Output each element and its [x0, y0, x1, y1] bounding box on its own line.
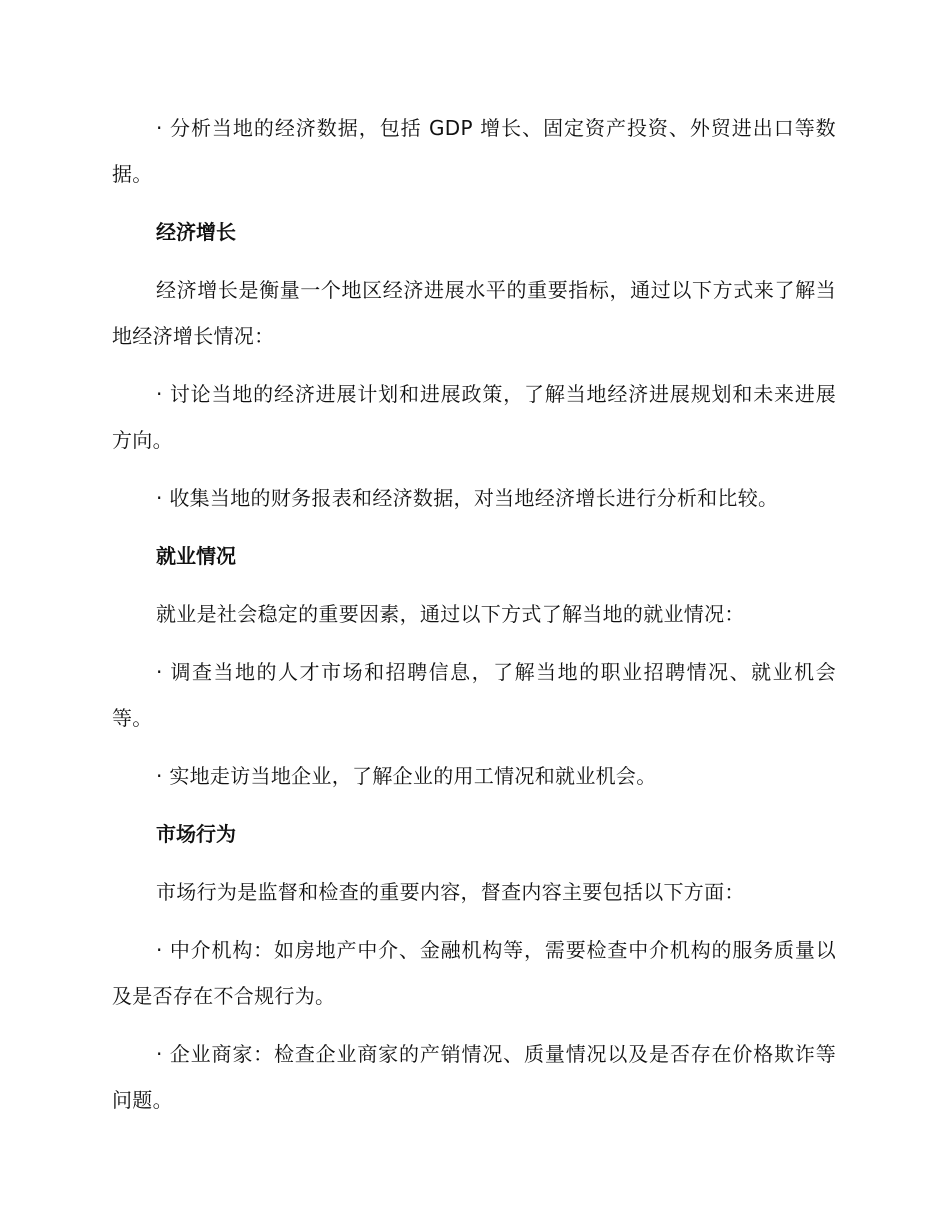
- paragraph-enterprise-merchant-bullet: · 企业商家：检查企业商家的产销情况、质量情况以及是否存在价格欺诈等问题。: [112, 1042, 836, 1112]
- paragraph-economic-growth-intro: 经济增长是衡量一个地区经济进展水平的重要指标，通过以下方式来了解当地经济增长情况：: [112, 278, 836, 348]
- heading-employment: 就业情况: [156, 544, 236, 568]
- paragraph-enterprise-visit-bullet: · 实地走访当地企业，了解企业的用工情况和就业机会。: [156, 764, 657, 788]
- heading-economic-growth: 经济增长: [156, 220, 236, 244]
- paragraph-development-plan-bullet: · 讨论当地的经济进展计划和进展政策，了解当地经济进展规划和未来进展方向。: [112, 382, 836, 452]
- heading-market-behavior: 市场行为: [156, 822, 236, 846]
- paragraph-market-behavior-intro: 市场行为是监督和检查的重要内容，督查内容主要包括以下方面：: [156, 880, 745, 904]
- paragraph-intermediary-bullet: · 中介机构：如房地产中介、金融机构等，需要检查中介机构的服务质量以及是否存在不合规行为。: [112, 938, 836, 1008]
- paragraph-talent-market-bullet: · 调查当地的人才市场和招聘信息，了解当地的职业招聘情况、就业机会等。: [112, 660, 836, 730]
- document-page: [112, 105, 836, 1135]
- paragraph-financial-report-bullet: · 收集当地的财务报表和经济数据，对当地经济增长进行分析和比较。: [156, 486, 779, 510]
- paragraph-employment-intro: 就业是社会稳定的重要因素，通过以下方式了解当地的就业情况：: [156, 602, 745, 626]
- paragraph-economic-data-bullet: · 分析当地的经济数据，包括 GDP 增长、固定资产投资、外贸进出口等数据。: [112, 116, 836, 186]
